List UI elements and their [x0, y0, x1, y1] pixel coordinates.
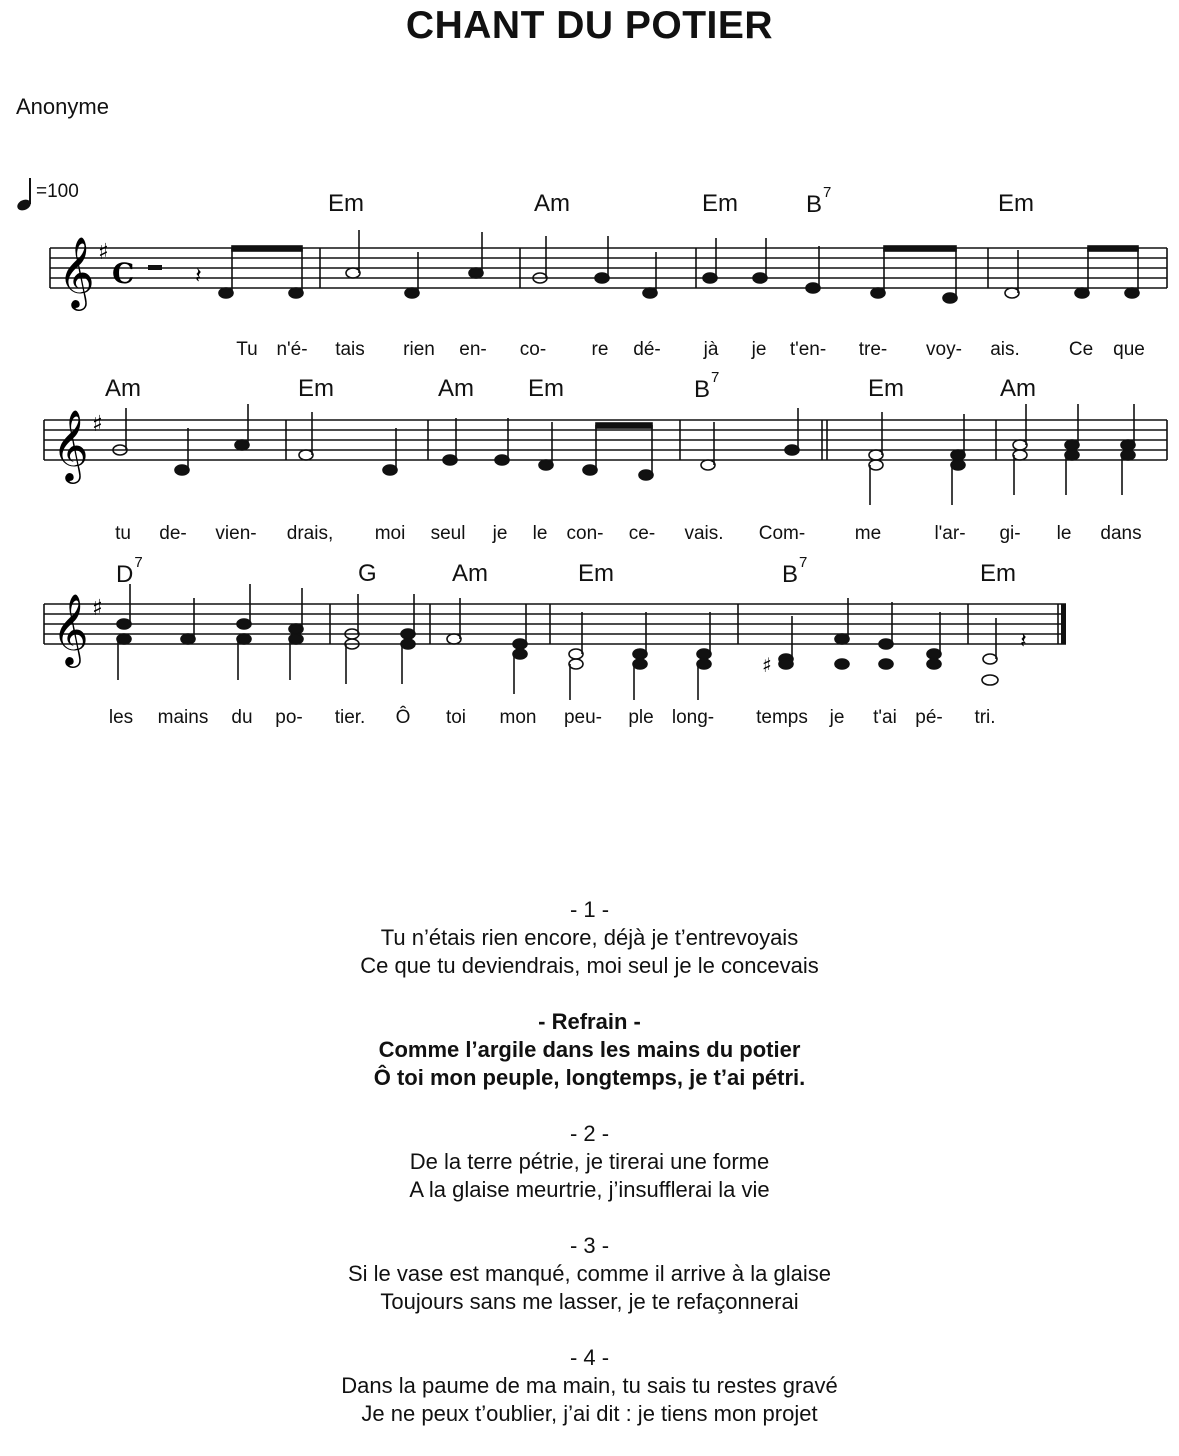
svg-text:♯: ♯	[92, 596, 103, 621]
lyric-syllable: je	[492, 523, 508, 544]
verse-stanza	[0, 896, 1179, 980]
lyric-syllable: le	[1056, 523, 1072, 544]
chord-symbol: Am	[452, 560, 488, 587]
lyric-syllable: Com-	[758, 523, 806, 544]
lyric-syllable: tri.	[974, 707, 996, 728]
lyric-syllable: jà	[703, 339, 719, 360]
lyric-syllable: temps	[756, 707, 808, 728]
lyric-syllable: du	[231, 707, 253, 728]
lyric-syllable: de-	[159, 523, 187, 544]
lyric-syllable: vais.	[684, 523, 724, 544]
page-title: CHANT DU POTIER	[405, 4, 774, 47]
lyric-syllable: peu-	[563, 707, 603, 728]
lyric-syllable: vien-	[215, 523, 257, 544]
lyric-syllable: pé-	[915, 707, 943, 728]
chord-symbol: $B^7$	[782, 554, 808, 588]
chord-symbol: Em	[980, 560, 1016, 587]
svg-text:𝄞: 𝄞	[52, 592, 89, 665]
chord-symbol: Em	[998, 190, 1034, 217]
lyric-syllable: voy-	[926, 339, 962, 360]
stanza-line: Tu n’étais rien encore, déjà je t’entrevoyais	[380, 925, 799, 950]
stanza-line: A la glaise meurtrie, j’insufflerai la vie	[409, 1177, 770, 1202]
verse-stanza	[0, 1344, 1179, 1428]
lyric-syllable: tais	[335, 339, 365, 360]
chord-symbol: Am	[438, 375, 474, 402]
stanza-label: - Refrain -	[538, 1009, 641, 1034]
chord-symbol: Em	[868, 375, 904, 402]
lyric-syllable: po-	[275, 707, 303, 728]
lyric-syllable: moi	[374, 523, 406, 544]
chord-symbol: Em	[528, 375, 564, 402]
lyric-syllable: que	[1113, 339, 1145, 360]
lyric-syllable: en-	[459, 339, 487, 360]
chord-symbol: $B^7$	[806, 184, 832, 218]
lyric-syllable: tier.	[334, 707, 366, 728]
chord-symbol: $B^7$	[694, 369, 720, 403]
svg-text:𝄽: 𝄽	[195, 264, 202, 289]
stanza-line: Ce que tu deviendrais, moi seul je le concevais	[360, 953, 819, 978]
lyric-syllable: t'ai	[873, 707, 897, 728]
chord-symbol: Em	[702, 190, 738, 217]
lyric-syllable: Tu	[236, 339, 258, 360]
lyric-syllable: mon	[499, 707, 537, 728]
lyric-syllable: mains	[157, 707, 209, 728]
lyric-syllable: me	[854, 523, 882, 544]
lyric-syllable: re	[591, 339, 609, 360]
lyric-syllable: seul	[430, 523, 466, 544]
lyric-syllable: gi-	[999, 523, 1021, 544]
lyric-syllable: rien	[403, 339, 435, 360]
svg-text:𝄞: 𝄞	[58, 235, 95, 308]
stanza-label: - 3 -	[569, 1233, 610, 1258]
lyric-syllable: tu	[115, 523, 131, 544]
stanza-line: Comme l’argile dans les mains du potier	[378, 1037, 801, 1062]
svg-text:𝄽: 𝄽	[1020, 629, 1027, 654]
lyric-syllable: n'é-	[276, 339, 308, 360]
lyric-syllable: le	[532, 523, 548, 544]
lyric-syllable: co-	[519, 339, 547, 360]
lyric-syllable: toi	[445, 707, 467, 728]
svg-text:♯: ♯	[92, 412, 103, 437]
chord-symbol: $D^7$	[116, 554, 143, 588]
lyric-syllable: t'en-	[789, 339, 827, 360]
tempo-marking: =100	[36, 181, 79, 202]
verse-stanza	[0, 1232, 1179, 1316]
chord-symbol: Em	[298, 375, 334, 402]
composer-label: Anonyme	[16, 94, 109, 119]
stanza-line: Si le vase est manqué, comme il arrive à la glaise	[348, 1261, 831, 1286]
lyric-syllable: ce-	[628, 523, 656, 544]
lyric-syllable: dans	[1100, 523, 1142, 544]
chord-symbol: G	[358, 560, 377, 587]
svg-text:C: C	[112, 257, 135, 290]
stanza-line: De la terre pétrie, je tirerai une forme	[409, 1149, 770, 1174]
stanza-line: Ô toi mon peuple, longtemps, je t’ai pétri.	[373, 1065, 806, 1090]
verses-block	[0, 896, 1179, 1456]
chord-symbol: Em	[578, 560, 614, 587]
lyric-syllable: ais.	[990, 339, 1020, 360]
stanza-label: - 4 -	[569, 1345, 610, 1370]
verse-stanza	[0, 1120, 1179, 1204]
lyric-syllable: je	[751, 339, 767, 360]
stanza-label: - 2 -	[569, 1121, 610, 1146]
lyric-syllable: Ô	[395, 707, 411, 728]
chord-symbol: Em	[328, 190, 364, 217]
stanza-line: Je ne peux t’oublier, j’ai dit : je tiens mon projet	[361, 1401, 818, 1426]
lyric-syllable: con-	[566, 523, 604, 544]
svg-text:𝄞: 𝄞	[52, 408, 89, 481]
lyric-syllable: les	[108, 707, 134, 728]
svg-text:♯: ♯	[98, 240, 109, 265]
stanza-line: Dans la paume de ma main, tu sais tu restes gravé	[341, 1373, 838, 1398]
lyric-syllable: Ce	[1068, 339, 1094, 360]
svg-text:♯: ♯	[762, 653, 772, 677]
chord-symbol: Am	[1000, 375, 1036, 402]
stanza-label: - 1 -	[569, 897, 610, 922]
stanza-line: Toujours sans me lasser, je te refaçonnerai	[380, 1289, 799, 1314]
lyric-syllable: tre-	[858, 339, 888, 360]
refrain-stanza	[0, 1008, 1179, 1092]
lyric-syllable: dé-	[633, 339, 661, 360]
chord-symbol: Am	[105, 375, 141, 402]
lyric-syllable: long-	[671, 707, 715, 728]
lyric-syllable: ple	[628, 707, 654, 728]
lyric-syllable: je	[829, 707, 845, 728]
lyric-syllable: l'ar-	[934, 523, 966, 544]
lyric-syllable: drais,	[286, 523, 334, 544]
chord-symbol: Am	[534, 190, 570, 217]
